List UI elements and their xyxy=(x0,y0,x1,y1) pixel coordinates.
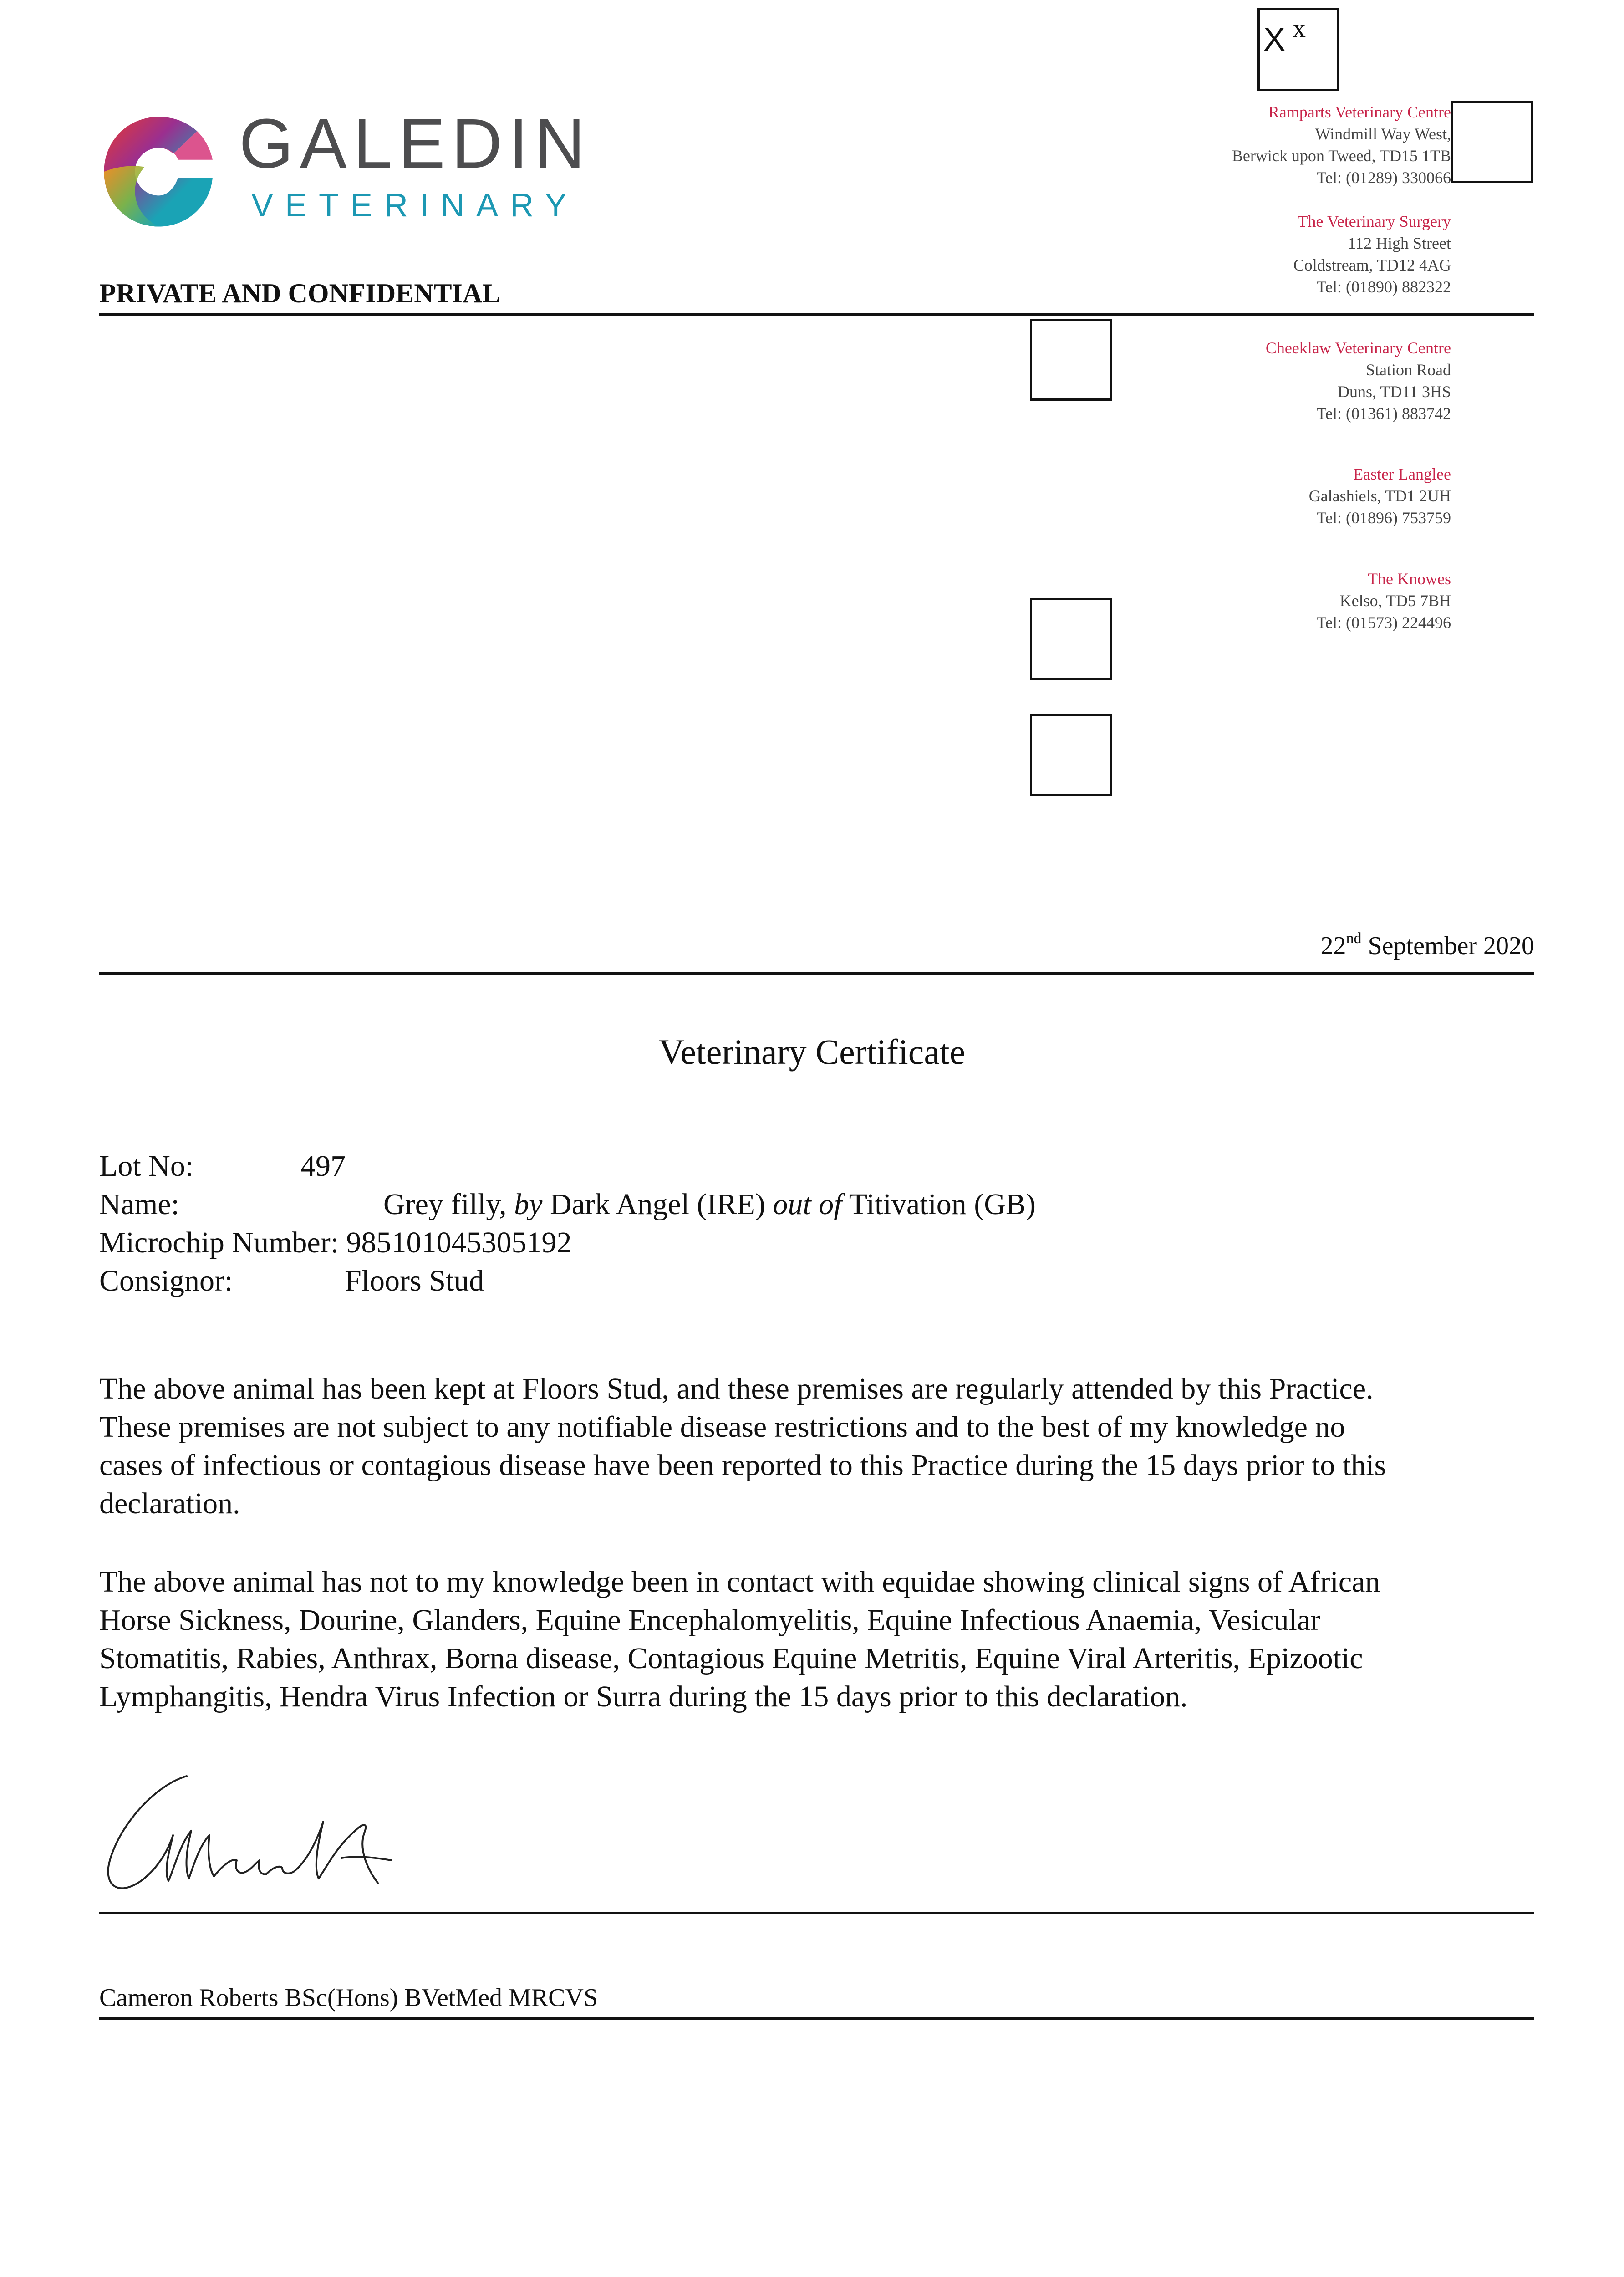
vet-name: Cameron Roberts BSc(Hons) BVetMed MRCVS xyxy=(99,1984,598,2012)
paragraph-line: The above animal has been kept at Floors Stud, and these premises are regularly attended by this Practice. xyxy=(99,1372,1374,1405)
signature-line xyxy=(99,1912,1534,1914)
date-suffix: nd xyxy=(1346,930,1362,947)
date-day: 22 xyxy=(1320,932,1346,960)
paragraph-line: These premises are not subject to any notifiable disease restrictions and to the best of my knowledge no xyxy=(99,1410,1345,1444)
practice-line: Tel: (01896) 753759 xyxy=(1316,509,1451,527)
lot-value: 497 xyxy=(300,1149,346,1183)
practice-line: Tel: (01289) 330066 xyxy=(1316,168,1451,187)
consignor-value: Floors Stud xyxy=(345,1264,484,1297)
practice-name: The Knowes xyxy=(1368,570,1451,588)
practice-ramparts xyxy=(1232,101,1451,189)
name-dam: Titivation (GB) xyxy=(842,1188,1036,1221)
practice-line: Tel: (01361) 883742 xyxy=(1316,404,1451,423)
name-sire: Dark Angel (IRE) xyxy=(542,1188,773,1221)
date-rest: September 2020 xyxy=(1368,932,1534,960)
practice-line: Tel: (01890) 882322 xyxy=(1316,278,1451,296)
practice-line: Kelso, TD5 7BH xyxy=(1339,592,1451,610)
practice-name: The Veterinary Surgery xyxy=(1298,212,1451,230)
galedin-logo-icon xyxy=(99,112,219,231)
lot-label: Lot No: xyxy=(99,1149,194,1183)
practice-line: 112 High Street xyxy=(1348,234,1451,252)
practice-addresses xyxy=(905,0,1451,638)
box-mark-large: X xyxy=(1263,21,1286,58)
paragraph-line: Lymphangitis, Hendra Virus Infection or Surra during the 15 days prior to this declaration. xyxy=(99,1680,1188,1713)
practice-line: Coldstream, TD12 4AG xyxy=(1293,256,1451,274)
practice-veterinary-surgery xyxy=(1293,210,1451,298)
practice-line: Galashiels, TD1 2UH xyxy=(1308,487,1451,505)
practice-knowes xyxy=(1317,568,1451,633)
practice-line: Windmill Way West, xyxy=(1315,125,1451,143)
date-divider xyxy=(99,972,1534,975)
practice-easter-langlee xyxy=(1309,463,1451,529)
logo-subtitle: VETERINARY xyxy=(251,187,579,224)
name-by: by xyxy=(514,1188,543,1221)
practice-cheeklaw xyxy=(1266,337,1451,424)
checkbox-ramparts[interactable] xyxy=(1451,101,1533,183)
microchip-label: Microchip Number: xyxy=(99,1226,339,1259)
certificate-date xyxy=(1321,931,1534,960)
footer-divider xyxy=(99,2017,1534,2020)
name-label: Name: xyxy=(99,1188,179,1221)
practice-name: Cheeklaw Veterinary Centre xyxy=(1265,339,1451,357)
paragraph-line: declaration. xyxy=(99,1487,240,1520)
certificate-title: Veterinary Certificate xyxy=(658,1032,966,1072)
confidential-heading: PRIVATE AND CONFIDENTIAL xyxy=(99,278,501,308)
statement-paragraph-2 xyxy=(99,1563,1534,1716)
paragraph-line: The above animal has not to my knowledge been in contact with equidae showing clinical signs of African xyxy=(99,1565,1380,1598)
practice-name: Easter Langlee xyxy=(1353,465,1451,483)
name-value xyxy=(383,1190,1036,1220)
consignor-label: Consignor: xyxy=(99,1264,233,1297)
practice-line: Tel: (01573) 224496 xyxy=(1316,613,1451,632)
microchip-row xyxy=(99,1228,572,1258)
checkbox-extra[interactable] xyxy=(1030,714,1112,796)
paragraph-line: Stomatitis, Rabies, Anthrax, Borna disease, Contagious Equine Metritis, Equine Viral Arteritis, Epizootic xyxy=(99,1642,1363,1675)
box-mark-small: x xyxy=(1293,13,1306,43)
logo-wordmark: GALEDIN xyxy=(239,104,592,183)
header-divider xyxy=(99,313,1534,316)
microchip-value: 985101045305192 xyxy=(346,1226,572,1259)
paragraph-line: cases of infectious or contagious disease have been reported to this Practice during the 15 days prior to this xyxy=(99,1449,1386,1482)
name-part: Grey filly, xyxy=(383,1188,514,1221)
practice-line: Berwick upon Tweed, TD15 1TB xyxy=(1232,147,1451,165)
practice-name: Ramparts Veterinary Centre xyxy=(1268,103,1451,121)
practice-line: Duns, TD11 3HS xyxy=(1337,383,1451,401)
signature-image xyxy=(100,1767,419,1904)
statement-paragraph-1 xyxy=(99,1370,1534,1523)
name-out-of: out of xyxy=(773,1188,842,1221)
paragraph-line: Horse Sickness, Dourine, Glanders, Equine Encephalomyelitis, Equine Infectious Anaemia, Vesicular xyxy=(99,1603,1321,1637)
practice-line: Station Road xyxy=(1366,361,1451,379)
